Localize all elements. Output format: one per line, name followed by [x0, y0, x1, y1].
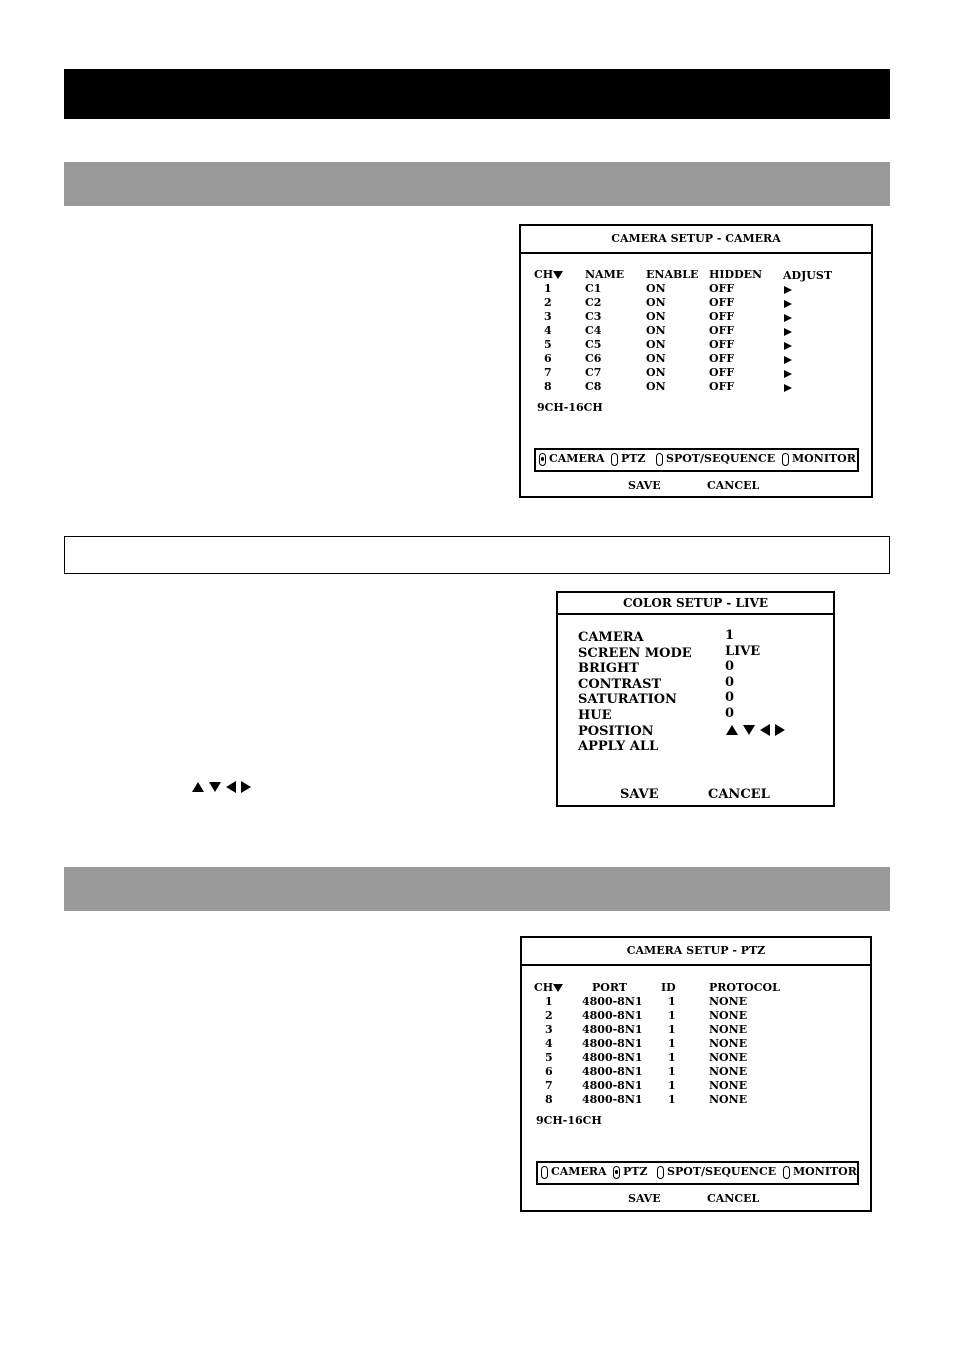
- arrow-right-icon: [241, 781, 251, 793]
- play-icon-shape: [784, 384, 792, 392]
- row-enable[interactable]: ON: [646, 352, 666, 365]
- row-ch: 2: [545, 1009, 553, 1022]
- camera-setup-panel: [519, 224, 873, 498]
- row-enable[interactable]: ON: [646, 338, 666, 351]
- row-protocol[interactable]: NONE: [709, 1093, 748, 1106]
- row-name[interactable]: C4: [585, 324, 602, 337]
- column-header-hidden: HIDDEN: [709, 268, 763, 281]
- panel-title: CAMERA SETUP - PTZ: [522, 938, 870, 966]
- column-header-id: ID: [661, 981, 676, 994]
- arrow-left-icon: [226, 781, 236, 793]
- row-name[interactable]: C6: [585, 352, 602, 365]
- radio-icon-ptz[interactable]: [611, 453, 618, 466]
- field-value[interactable]: 0: [725, 690, 735, 706]
- field-value[interactable]: 0: [725, 659, 735, 675]
- tab-monitor[interactable]: MONITOR: [793, 1165, 857, 1178]
- row-ch: 3: [545, 1023, 553, 1036]
- radio-icon-spot-sequence[interactable]: [657, 1166, 664, 1179]
- row-hidden[interactable]: OFF: [709, 296, 735, 309]
- sort-down-icon: [553, 984, 563, 992]
- save-button[interactable]: SAVE: [620, 787, 659, 802]
- channel-range-button[interactable]: 9CH-16CH: [537, 401, 603, 414]
- field-label: SATURATION: [578, 692, 677, 708]
- save-button[interactable]: SAVE: [628, 1192, 661, 1205]
- row-protocol[interactable]: NONE: [709, 1023, 748, 1036]
- row-hidden[interactable]: OFF: [709, 324, 735, 337]
- body-arrow-keys: [192, 781, 251, 793]
- play-icon[interactable]: [784, 312, 792, 326]
- field-label: HUE: [578, 708, 612, 723]
- row-name[interactable]: C7: [585, 366, 602, 379]
- row-port[interactable]: 4800-8N1: [582, 995, 643, 1008]
- row-name[interactable]: C3: [585, 310, 602, 323]
- sort-down-icon: [553, 271, 563, 279]
- row-ch: 1: [545, 995, 553, 1008]
- row-port[interactable]: 4800-8N1: [582, 1023, 643, 1036]
- field-label: CAMERA: [578, 630, 644, 645]
- field-label: CONTRAST: [578, 676, 662, 692]
- field-label: APPLY ALL: [578, 739, 659, 755]
- tab-ptz[interactable]: PTZ: [621, 452, 646, 465]
- radio-icon-spot-sequence[interactable]: [656, 453, 663, 466]
- arrow-up-icon[interactable]: [726, 725, 738, 735]
- radio-icon-monitor[interactable]: [783, 1166, 790, 1179]
- row-ch: 2: [544, 296, 552, 309]
- row-enable[interactable]: ON: [646, 282, 666, 295]
- row-name[interactable]: C8: [585, 380, 602, 393]
- play-icon-shape: [784, 370, 792, 378]
- play-icon[interactable]: [784, 368, 792, 382]
- color-setup-panel: [556, 591, 835, 807]
- panel-title: COLOR SETUP - LIVE: [558, 593, 833, 615]
- row-name[interactable]: C1: [585, 282, 602, 295]
- panel-title: CAMERA SETUP - CAMERA: [521, 226, 871, 254]
- row-enable[interactable]: ON: [646, 380, 666, 393]
- row-id[interactable]: 1: [668, 1051, 676, 1064]
- column-header-enable: ENABLE: [646, 268, 699, 281]
- row-id[interactable]: 1: [668, 1037, 676, 1050]
- row-ch: 6: [545, 1065, 553, 1078]
- field-label: BRIGHT: [578, 661, 639, 677]
- row-enable[interactable]: ON: [646, 296, 666, 309]
- play-icon[interactable]: [784, 326, 792, 340]
- field-value[interactable]: LIVE: [725, 643, 761, 659]
- radio-icon-monitor[interactable]: [782, 453, 789, 466]
- row-protocol[interactable]: NONE: [709, 1051, 748, 1064]
- play-icon[interactable]: [784, 298, 792, 312]
- cancel-button[interactable]: CANCEL: [707, 479, 760, 492]
- column-header-adjust: ADJUST: [783, 269, 833, 282]
- column-header-protocol: PROTOCOL: [709, 981, 780, 994]
- row-ch: 8: [545, 1093, 553, 1106]
- arrow-left-icon[interactable]: [760, 724, 770, 736]
- row-enable[interactable]: ON: [646, 366, 666, 379]
- row-hidden[interactable]: OFF: [709, 310, 735, 323]
- row-port[interactable]: 4800-8N1: [582, 1079, 643, 1092]
- row-ch: 5: [545, 1051, 553, 1064]
- play-icon[interactable]: [784, 284, 792, 298]
- field-label: SCREEN MODE: [578, 645, 692, 661]
- row-hidden[interactable]: OFF: [709, 380, 735, 393]
- row-port[interactable]: 4800-8N1: [582, 1093, 643, 1106]
- cancel-button[interactable]: CANCEL: [708, 787, 770, 802]
- tab-spot-sequence[interactable]: SPOT/SEQUENCE: [666, 452, 776, 465]
- row-id[interactable]: 1: [668, 1093, 676, 1106]
- play-icon-shape: [784, 328, 792, 336]
- tab-monitor[interactable]: MONITOR: [792, 452, 856, 465]
- row-ch: 7: [545, 1079, 553, 1092]
- row-id[interactable]: 1: [668, 1079, 676, 1092]
- tab-bar: [536, 1161, 859, 1185]
- row-name[interactable]: C2: [585, 296, 602, 309]
- page-header-bar: [64, 69, 890, 119]
- tab-camera[interactable]: CAMERA: [549, 452, 605, 465]
- row-id[interactable]: 1: [668, 1065, 676, 1078]
- arrow-down-icon: [209, 782, 221, 792]
- radio-icon-ptz[interactable]: [613, 1166, 620, 1179]
- row-enable[interactable]: ON: [646, 310, 666, 323]
- row-hidden[interactable]: OFF: [709, 282, 735, 295]
- ptz-setup-panel: [520, 936, 872, 1212]
- row-protocol[interactable]: NONE: [709, 1009, 748, 1022]
- play-icon-shape: [784, 314, 792, 322]
- play-icon-shape: [784, 356, 792, 364]
- tab-camera[interactable]: CAMERA: [551, 1165, 607, 1178]
- play-icon[interactable]: [784, 340, 792, 354]
- row-id[interactable]: 1: [668, 1009, 676, 1022]
- tab-spot-sequence[interactable]: SPOT/SEQUENCE: [667, 1165, 777, 1178]
- play-icon-shape: [784, 300, 792, 308]
- column-header-ch[interactable]: [534, 268, 563, 282]
- channel-range-button[interactable]: 9CH-16CH: [536, 1114, 602, 1127]
- row-port[interactable]: 4800-8N1: [582, 1065, 643, 1078]
- column-header-ch[interactable]: [534, 981, 563, 995]
- position-arrows[interactable]: [726, 724, 785, 736]
- row-protocol[interactable]: NONE: [709, 1037, 748, 1050]
- row-ch: 1: [544, 282, 552, 295]
- tab-bar: [534, 448, 859, 472]
- row-port[interactable]: 4800-8N1: [582, 1051, 643, 1064]
- column-header-ch-label: CH: [534, 981, 554, 994]
- row-ch: 3: [544, 310, 552, 323]
- cancel-button[interactable]: CANCEL: [707, 1192, 760, 1205]
- row-hidden[interactable]: OFF: [709, 352, 735, 365]
- field-value[interactable]: 0: [725, 706, 735, 721]
- row-hidden[interactable]: OFF: [709, 338, 735, 351]
- row-ch: 8: [544, 380, 552, 393]
- row-port[interactable]: 4800-8N1: [582, 1037, 643, 1050]
- row-protocol[interactable]: NONE: [709, 995, 748, 1008]
- row-id[interactable]: 1: [668, 1023, 676, 1036]
- save-button[interactable]: SAVE: [628, 479, 661, 492]
- row-ch: 5: [544, 338, 552, 351]
- row-protocol[interactable]: NONE: [709, 1079, 748, 1092]
- arrow-up-icon: [192, 782, 204, 792]
- row-hidden[interactable]: OFF: [709, 366, 735, 379]
- row-protocol[interactable]: NONE: [709, 1065, 748, 1078]
- note-box: [64, 536, 890, 574]
- arrow-down-icon[interactable]: [743, 725, 755, 735]
- field-value[interactable]: 0: [725, 674, 735, 690]
- play-icon[interactable]: [784, 382, 792, 396]
- column-header-ch-label: CH: [534, 268, 554, 281]
- row-ch: 4: [545, 1037, 553, 1050]
- row-name[interactable]: C5: [585, 338, 602, 351]
- row-id[interactable]: 1: [668, 995, 676, 1008]
- field-value[interactable]: 1: [725, 628, 735, 643]
- play-icon[interactable]: [784, 354, 792, 368]
- radio-icon-camera[interactable]: [539, 453, 546, 466]
- arrow-right-icon[interactable]: [775, 724, 785, 736]
- column-header-name: NAME: [585, 268, 625, 281]
- row-ch: 7: [544, 366, 552, 379]
- field-label: POSITION: [578, 723, 654, 739]
- section-bar-camera: [64, 162, 890, 206]
- row-ch: 6: [544, 352, 552, 365]
- row-ch: 4: [544, 324, 552, 337]
- radio-icon-camera[interactable]: [541, 1166, 548, 1179]
- tab-ptz[interactable]: PTZ: [623, 1165, 648, 1178]
- play-icon-shape: [784, 286, 792, 294]
- row-enable[interactable]: ON: [646, 324, 666, 337]
- section-bar-ptz: [64, 867, 890, 911]
- row-port[interactable]: 4800-8N1: [582, 1009, 643, 1022]
- column-header-port: PORT: [592, 981, 627, 994]
- play-icon-shape: [784, 342, 792, 350]
